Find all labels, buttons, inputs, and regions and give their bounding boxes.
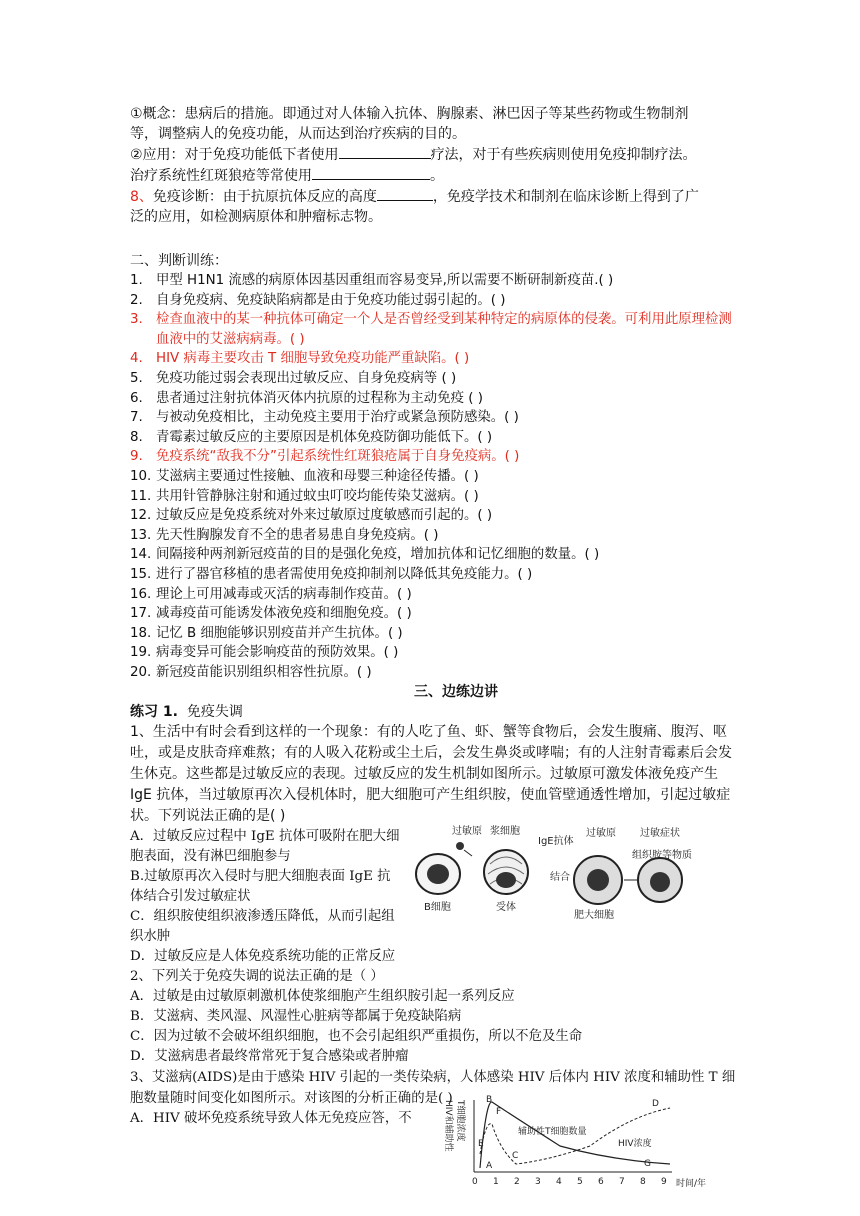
q2-option-c: C．因为过敏不会破坏组织细胞，也不会引起组织严重损伤，所以不危及生命 bbox=[130, 1029, 583, 1045]
judge-item-text: 理论上可用减毒或灭活的病毒制作疫苗。( ) bbox=[156, 586, 412, 602]
judge-item bbox=[130, 585, 742, 605]
judge-item bbox=[130, 349, 742, 369]
allergen-label-2: 过敏原 bbox=[586, 828, 616, 839]
judge-item-number: 18. bbox=[130, 625, 152, 641]
q2-stem: 2、下列关于免疫失调的说法正确的是（ ） bbox=[130, 969, 384, 985]
judge-list bbox=[130, 271, 742, 682]
judge-item-text: 新冠疫苗能识别组织相容性抗原。( ) bbox=[156, 664, 372, 680]
x-tick-label: 2 bbox=[514, 1177, 520, 1187]
y-axis-label-2: T细胞浓度 bbox=[455, 1100, 465, 1142]
judge-item-number: 9. bbox=[130, 449, 143, 465]
x-tick-label: 1 bbox=[493, 1177, 499, 1187]
diagnosis-number: 8、 bbox=[130, 189, 153, 205]
plasma-cell-label: 浆细胞 bbox=[490, 826, 520, 837]
x-tick-label: 3 bbox=[535, 1177, 541, 1187]
t-cell-curve-label: 辅助性T细胞数量 bbox=[518, 1127, 587, 1137]
fill-blank bbox=[312, 165, 430, 180]
fill-blank bbox=[339, 144, 431, 159]
judge-item-number: 20. bbox=[130, 664, 152, 680]
allergen-dot bbox=[456, 842, 464, 850]
point-f: F bbox=[496, 1107, 502, 1117]
judge-item-text: 共用针管静脉注射和通过蚊虫叮咬均能传染艾滋病。( ) bbox=[156, 488, 479, 504]
application-line-1 bbox=[130, 144, 742, 165]
judge-item bbox=[130, 310, 742, 349]
judge-item-text: 进行了器官移植的患者需使用免疫抑制剂以降低其免疫能力。( ) bbox=[156, 566, 533, 582]
x-axis-label: 时间/年 bbox=[676, 1179, 707, 1189]
judge-item-number: 12. bbox=[130, 508, 152, 524]
judge-item bbox=[130, 545, 742, 565]
b-cell-label: B细胞 bbox=[424, 902, 451, 913]
judge-item-text: 患者通过注射抗体消灭体内抗原的过程称为主动免疫 ( ) bbox=[156, 390, 483, 406]
x-tick-label: 7 bbox=[619, 1177, 625, 1187]
judge-item-number: 13. bbox=[130, 527, 152, 543]
judge-item-text: 检查血液中的某一种抗体可确定一个人是否曾经受到某种特定的病原体的侵袭。可利用此原理检测血液中的艾滋病病毒。( ) bbox=[156, 312, 732, 347]
point-d: D bbox=[652, 1099, 659, 1109]
section3-title: 三、边练边讲 bbox=[414, 684, 498, 701]
point-c: C bbox=[512, 1151, 519, 1161]
judge-item-text: 免疫系统“敌我不分”引起系统性红斑狼疮属于自身免疫病。( ) bbox=[156, 449, 520, 465]
x-tick-label: 4 bbox=[556, 1177, 562, 1187]
allergen-label-1: 过敏原 bbox=[452, 826, 482, 837]
mast-nucleus-2 bbox=[650, 872, 670, 892]
point-g: G bbox=[644, 1159, 651, 1169]
judge-item-number: 17. bbox=[130, 606, 152, 622]
x-tick-label: 6 bbox=[598, 1177, 604, 1187]
point-a: A bbox=[486, 1161, 493, 1171]
judge-item-number: 19. bbox=[130, 645, 152, 661]
q1-option-d: D．过敏反应是人体免疫系统功能的正常反应 bbox=[130, 949, 396, 965]
judge-item-number: 15. bbox=[130, 566, 152, 582]
judge-item-number: 6. bbox=[130, 390, 143, 406]
app-text-d: 。 bbox=[430, 168, 444, 184]
judge-item-text: 记忆 B 细胞能够识别疫苗并产生抗体。( ) bbox=[156, 625, 403, 641]
judge-item bbox=[130, 565, 742, 585]
judge-item-text: 病毒变异可能会影响疫苗的预防效果。( ) bbox=[156, 645, 399, 661]
x-tick-label: 9 bbox=[661, 1177, 667, 1187]
x-ticks bbox=[472, 1177, 667, 1187]
judge-item bbox=[130, 428, 742, 448]
judge-item bbox=[130, 467, 742, 487]
y-axis-label-1: HIV和辅助性 bbox=[443, 1100, 453, 1152]
q1-stem: 1、生活中有时会看到这样的一个现象：有的人吃了鱼、虾、蟹等食物后，会发生腹痛、腹泻、呕吐，或是皮肤奇痒难熬；有的人吸入花粉或尘土后，会发生鼻炎或哮喘；有的人注射青霉素后会发生休克。这些都是过敏反应的表现。过敏反应的发生机制如图所示。过敏原可激发体液免疫产生 IgE 抗体，当过敏原再次入侵机体时，肥大细胞可产生组织胺，使血管壁通透性增加，引起过敏症状。下列说法正确的是( ) bbox=[130, 724, 732, 825]
judge-item-text: 间隔接种两剂新冠疫苗的目的是强化免疫，增加抗体和记忆细胞的数量。( ) bbox=[156, 547, 600, 563]
concept-line-1: ①概念：患病后的措施。即通过对人体输入抗体、胸腺素、淋巴因子等某些药物或生物制剂 bbox=[130, 106, 689, 122]
judge-item bbox=[130, 408, 742, 428]
fill-blank bbox=[377, 186, 433, 201]
judge-item bbox=[130, 663, 742, 683]
point-b: B bbox=[486, 1095, 493, 1105]
q3-option-a: A．HIV 破坏免疫系统导致人体无免疫应答，不 bbox=[130, 1111, 412, 1127]
q2-option-d: D．艾滋病患者最终常常死于复合感染或者肿瘤 bbox=[130, 1049, 409, 1065]
x-tick-label: 0 bbox=[472, 1177, 478, 1187]
judge-item-number: 14. bbox=[130, 547, 152, 563]
judge-item-number: 2. bbox=[130, 292, 143, 308]
judge-item-number: 7. bbox=[130, 410, 143, 426]
judge-item-number: 5. bbox=[130, 370, 143, 386]
practice-heading bbox=[130, 702, 742, 722]
bind-label: 结合 bbox=[550, 872, 570, 883]
diagnosis-text-b: ，免疫学技术和制剂在临床诊断上得到了广 bbox=[432, 189, 699, 205]
judge-item bbox=[130, 643, 742, 663]
mast-nucleus-1 bbox=[587, 869, 609, 891]
allergy-mechanism-figure bbox=[414, 824, 694, 926]
document-body bbox=[130, 104, 742, 1129]
judge-item-text: HIV 病毒主要攻击 T 细胞导致免疫功能严重缺陷。( ) bbox=[156, 351, 470, 367]
judge-item bbox=[130, 604, 742, 624]
q2-option-a: A．过敏是由过敏原刺激机体使浆细胞产生组织胺引起一系列反应 bbox=[130, 989, 515, 1005]
symptom-label: 过敏症状 bbox=[640, 828, 680, 839]
judge-item bbox=[130, 526, 742, 546]
judge-item bbox=[130, 291, 742, 311]
arrow bbox=[464, 850, 472, 856]
judge-item bbox=[130, 369, 742, 389]
q1-option-c: C．组织胺使组织液渗透压降低，从而引起组织水肿 bbox=[130, 909, 395, 945]
point-e: E bbox=[478, 1139, 484, 1149]
x-tick-label: 8 bbox=[640, 1177, 646, 1187]
judge-item-number: 10. bbox=[130, 468, 152, 484]
judge-item bbox=[130, 447, 742, 467]
judge-item bbox=[130, 506, 742, 526]
application-line-2 bbox=[130, 165, 742, 186]
judge-item-text: 艾滋病主要通过性接触、血液和母婴三种途径传播。( ) bbox=[156, 468, 479, 484]
diagnosis-line-2: 泛的应用，如检测病原体和肿瘤标志物。 bbox=[130, 209, 382, 225]
judge-title: 二、判断训练： bbox=[130, 253, 228, 269]
judge-item-text: 先天性胸腺发育不全的患者易患自身免疫病。( ) bbox=[156, 527, 439, 543]
x-tick-label: 5 bbox=[577, 1177, 583, 1187]
receptor-label: 受体 bbox=[496, 902, 516, 913]
b-cell-nucleus bbox=[427, 864, 449, 884]
judge-item-text: 青霉素过敏反应的主要原因是机体免疫防御功能低下。( ) bbox=[156, 429, 493, 445]
judge-item-text: 与被动免疫相比，主动免疫主要用于治疗或紧急预防感染。( ) bbox=[156, 410, 519, 426]
judge-item bbox=[130, 487, 742, 507]
practice-label: 练习 1. bbox=[130, 704, 178, 721]
hiv-curve-label: HIV浓度 bbox=[618, 1139, 652, 1149]
judge-item-text: 甲型 H1N1 流感的病原体因基因重组而容易变异,所以需要不断研制新疫苗.( ) bbox=[156, 273, 614, 288]
judge-item-number: 4. bbox=[130, 351, 143, 367]
judge-item-text: 自身免疫病、免疫缺陷病都是由于免疫功能过弱引起的。( ) bbox=[156, 292, 506, 308]
q1-option-a: A．过敏反应过程中 IgE 抗体可吸附在肥大细胞表面，没有淋巴细胞参与 bbox=[130, 829, 400, 865]
judge-item-text: 免疫功能过弱会表现出过敏反应、自身免疫病等 ( ) bbox=[156, 370, 457, 386]
judge-item-number: 8. bbox=[130, 429, 143, 445]
app-text-b: 疗法，对于有些疾病则使用免疫抑制疗法。 bbox=[430, 147, 697, 163]
judge-item bbox=[130, 271, 742, 291]
plasma-nucleus bbox=[496, 872, 516, 888]
app-text-a: ②应用：对于免疫功能低下者使用 bbox=[130, 147, 339, 163]
ige-label: IgE抗体 bbox=[538, 836, 574, 847]
judge-item-text: 过敏反应是免疫系统对外来过敏原过度敏感而引起的。( ) bbox=[156, 508, 493, 524]
judge-item bbox=[130, 624, 742, 644]
judge-item-number: 3. bbox=[130, 312, 143, 328]
judge-item bbox=[130, 389, 742, 409]
q1-option-b: B.过敏原再次入侵时与肥大细胞表面 IgE 抗体结合引发过敏症状 bbox=[130, 869, 391, 905]
judge-item-number: 16. bbox=[130, 586, 152, 602]
practice-topic: 免疫失调 bbox=[186, 704, 243, 721]
judge-item-number: 1. bbox=[130, 273, 143, 288]
diagnosis-text-a: 免疫诊断：由于抗原抗体反应的高度 bbox=[152, 189, 377, 205]
mast-cell-label: 肥大细胞 bbox=[574, 910, 614, 921]
q2-option-b: B．艾滋病、类风湿、风湿性心脏病等都属于免疫缺陷病 bbox=[130, 1009, 462, 1025]
q3-stem: 3、艾滋病(AIDS)是由于感染 HIV 引起的一类传染病，人体感染 HIV 后体内 HIV 浓度和辅助性 T 细胞数量随时间变化如图所示。对该图的分析正确的是( ) bbox=[130, 1070, 736, 1107]
judge-item-number: 11. bbox=[130, 488, 152, 504]
histamine-label: 组织胺等物质 bbox=[632, 850, 692, 861]
concept-line-2: 等，调整病人的免疫功能，从而达到治疗疾病的目的。 bbox=[130, 126, 466, 142]
hiv-curve-figure bbox=[440, 1094, 722, 1200]
judge-item-text: 减毒疫苗可能诱发体液免疫和细胞免疫。( ) bbox=[156, 606, 412, 622]
app-text-c: 治疗系统性红斑狼疮等常使用 bbox=[130, 168, 312, 184]
diagnosis-line-1 bbox=[130, 186, 742, 207]
